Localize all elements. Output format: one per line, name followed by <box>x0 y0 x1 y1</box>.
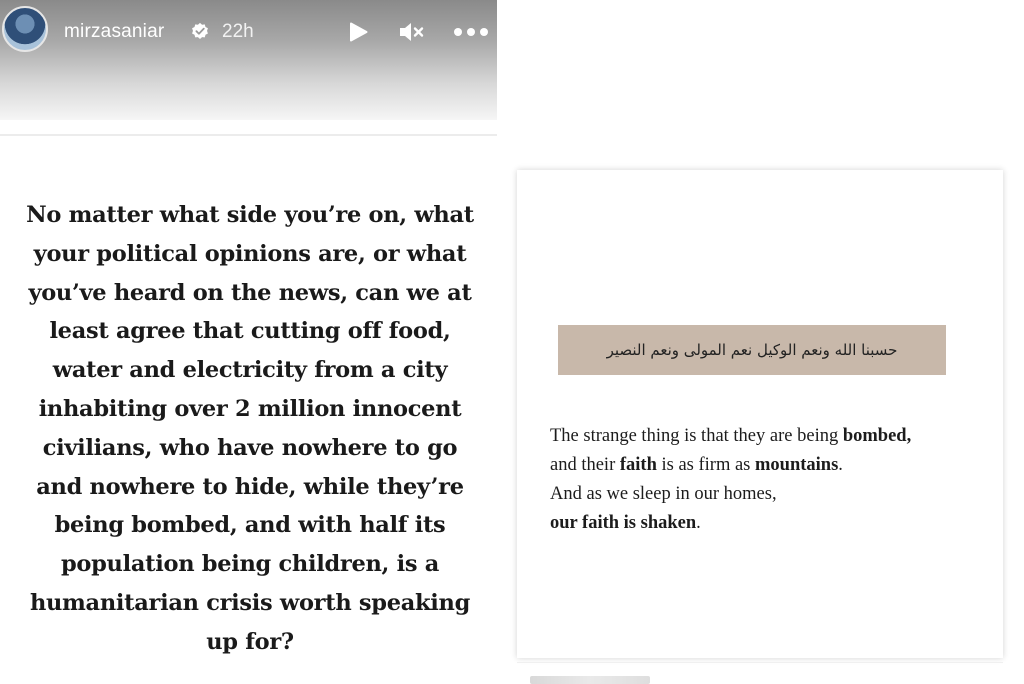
repost-line-3: And as we sleep in our homes, <box>550 484 777 504</box>
bottom-divider <box>517 662 1003 663</box>
story-quote-text: No matter what side you’re on, what your political opinions are, or what you’ve heard on the news, can we at least agree that cutting off food, water and electricity from a city inhabiting over 2 million innocent civilians, who have nowhere to go and nowhere to hide, while they’re being bombed, and with half its population being children, is a humanitarian crisis worth speaking up for? <box>26 202 474 655</box>
mute-icon[interactable] <box>398 20 426 44</box>
more-options-icon[interactable] <box>452 26 490 38</box>
faded-caption <box>530 676 650 684</box>
story-header <box>0 0 497 120</box>
story-right-panel[interactable] <box>517 170 1003 658</box>
verified-badge-icon <box>191 22 209 40</box>
story-timestamp: 22h <box>222 21 254 42</box>
arabic-banner: حسبنا الله ونعم الوكيل نعم المولى ونعم النصير <box>558 325 946 375</box>
header-divider <box>0 134 497 136</box>
repost-line-4: our faith is shaken. <box>550 513 701 533</box>
username[interactable]: mirzasaniar <box>64 21 165 42</box>
profile-avatar[interactable] <box>2 6 48 52</box>
repost-line-2: and their faith is as firm as mountains. <box>550 455 843 475</box>
play-icon[interactable] <box>347 21 369 43</box>
repost-line-1: The strange thing is that they are being bombed, <box>550 426 912 446</box>
story-left-panel[interactable] <box>0 0 497 684</box>
repost-text-block <box>550 422 990 538</box>
